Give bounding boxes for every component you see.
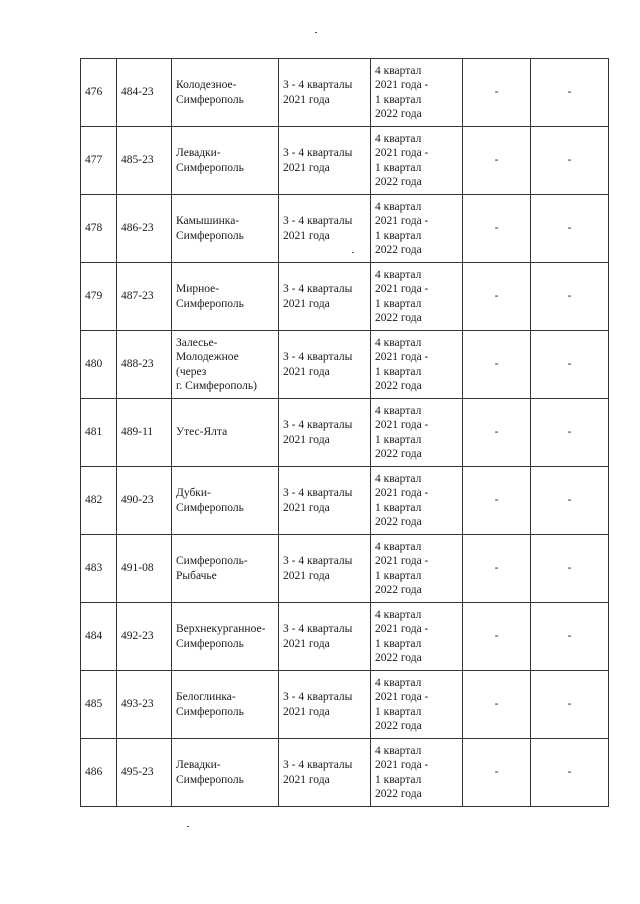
- empty-value-cell: -: [531, 467, 609, 535]
- empty-value-cell: -: [463, 399, 531, 467]
- empty-value-cell: -: [463, 263, 531, 331]
- route-period: 3 - 4 кварталы 2021 года: [279, 399, 371, 467]
- route-code: 495-23: [117, 739, 172, 807]
- scan-speck: [315, 32, 317, 33]
- row-number: 478: [81, 195, 117, 263]
- route-code: 490-23: [117, 467, 172, 535]
- routes-table-body: [81, 59, 609, 807]
- route-name: Дубки- Симферополь: [172, 467, 279, 535]
- route-end-period: 4 квартал 2021 года - 1 квартал 2022 года: [371, 739, 463, 807]
- empty-value-cell: -: [531, 59, 609, 127]
- table-row: [81, 535, 609, 603]
- route-name: Левадки- Симферополь: [172, 127, 279, 195]
- empty-value-cell: -: [531, 399, 609, 467]
- route-name: Камышинка- Симферополь: [172, 195, 279, 263]
- table-row: [81, 263, 609, 331]
- table-row: [81, 467, 609, 535]
- table-row: [81, 127, 609, 195]
- route-end-period: 4 квартал 2021 года - 1 квартал 2022 года: [371, 59, 463, 127]
- route-name: Колодезное- Симферополь: [172, 59, 279, 127]
- route-name: Мирное- Симферополь: [172, 263, 279, 331]
- route-period: 3 - 4 кварталы 2021 года: [279, 59, 371, 127]
- route-name: Симферополь- Рыбачье: [172, 535, 279, 603]
- route-period: 3 - 4 кварталы 2021 года: [279, 535, 371, 603]
- table-row: [81, 739, 609, 807]
- table-row: [81, 603, 609, 671]
- row-number: 486: [81, 739, 117, 807]
- route-code: 488-23: [117, 331, 172, 399]
- route-name: Левадки- Симферополь: [172, 739, 279, 807]
- empty-value-cell: -: [463, 59, 531, 127]
- route-end-period: 4 квартал 2021 года - 1 квартал 2022 года: [371, 671, 463, 739]
- table-row: [81, 195, 609, 263]
- row-number: 482: [81, 467, 117, 535]
- route-end-period: 4 квартал 2021 года - 1 квартал 2022 года: [371, 399, 463, 467]
- empty-value-cell: -: [531, 263, 609, 331]
- empty-value-cell: -: [531, 195, 609, 263]
- route-name: Утес-Ялта: [172, 399, 279, 467]
- route-period: 3 - 4 кварталы 2021 года: [279, 603, 371, 671]
- row-number: 481: [81, 399, 117, 467]
- route-period: 3 - 4 кварталы 2021 года: [279, 467, 371, 535]
- route-code: 491-08: [117, 535, 172, 603]
- route-code: 493-23: [117, 671, 172, 739]
- route-code: 489-11: [117, 399, 172, 467]
- empty-value-cell: -: [463, 467, 531, 535]
- empty-value-cell: -: [531, 603, 609, 671]
- route-period: 3 - 4 кварталы 2021 года: [279, 671, 371, 739]
- route-period: 3 - 4 кварталы 2021 года: [279, 195, 371, 263]
- row-number: 483: [81, 535, 117, 603]
- route-end-period: 4 квартал 2021 года - 1 квартал 2022 года: [371, 195, 463, 263]
- table-row: [81, 399, 609, 467]
- row-number: 479: [81, 263, 117, 331]
- route-end-period: 4 квартал 2021 года - 1 квартал 2022 года: [371, 331, 463, 399]
- row-number: 484: [81, 603, 117, 671]
- route-period: 3 - 4 кварталы 2021 года: [279, 127, 371, 195]
- route-code: 492-23: [117, 603, 172, 671]
- route-name: Верхнекурганное- Симферополь: [172, 603, 279, 671]
- route-name: Залесье- Молодежное (через г. Симферополь): [172, 331, 279, 399]
- row-number: 477: [81, 127, 117, 195]
- empty-value-cell: -: [463, 195, 531, 263]
- route-end-period: 4 квартал 2021 года - 1 квартал 2022 года: [371, 263, 463, 331]
- route-name: Белоглинка- Симферополь: [172, 671, 279, 739]
- row-number: 476: [81, 59, 117, 127]
- route-end-period: 4 квартал 2021 года - 1 квартал 2022 года: [371, 603, 463, 671]
- routes-table: [80, 58, 609, 807]
- table-row: [81, 671, 609, 739]
- empty-value-cell: -: [463, 127, 531, 195]
- route-period: 3 - 4 кварталы 2021 года: [279, 263, 371, 331]
- route-end-period: 4 квартал 2021 года - 1 квартал 2022 года: [371, 467, 463, 535]
- route-period: 3 - 4 кварталы 2021 года: [279, 331, 371, 399]
- route-code: 487-23: [117, 263, 172, 331]
- scan-speck: [187, 826, 189, 827]
- route-code: 484-23: [117, 59, 172, 127]
- empty-value-cell: -: [531, 671, 609, 739]
- empty-value-cell: -: [531, 331, 609, 399]
- empty-value-cell: -: [463, 603, 531, 671]
- route-end-period: 4 квартал 2021 года - 1 квартал 2022 года: [371, 535, 463, 603]
- table-row: [81, 331, 609, 399]
- row-number: 485: [81, 671, 117, 739]
- empty-value-cell: -: [531, 535, 609, 603]
- empty-value-cell: -: [463, 739, 531, 807]
- empty-value-cell: -: [463, 535, 531, 603]
- table-row: [81, 59, 609, 127]
- empty-value-cell: -: [463, 331, 531, 399]
- route-end-period: 4 квартал 2021 года - 1 квартал 2022 года: [371, 127, 463, 195]
- route-code: 486-23: [117, 195, 172, 263]
- route-code: 485-23: [117, 127, 172, 195]
- route-period: 3 - 4 кварталы 2021 года: [279, 739, 371, 807]
- empty-value-cell: -: [531, 127, 609, 195]
- row-number: 480: [81, 331, 117, 399]
- empty-value-cell: -: [531, 739, 609, 807]
- empty-value-cell: -: [463, 671, 531, 739]
